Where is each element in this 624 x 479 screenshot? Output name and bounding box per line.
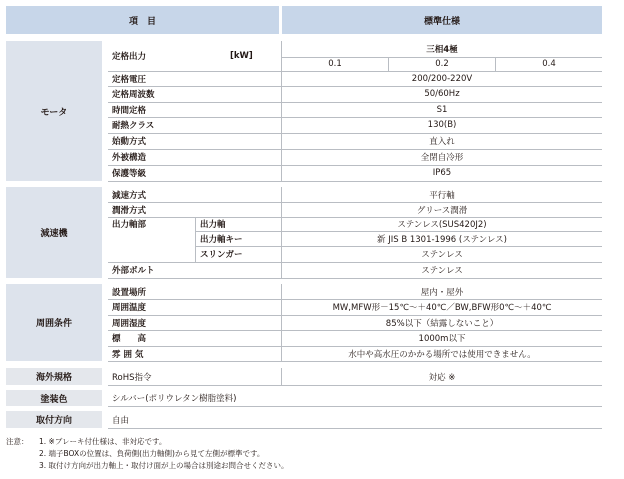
section-ambient: 周囲条件 xyxy=(6,284,102,361)
protection-label: 保護等級 xyxy=(112,169,147,179)
output-0-2: 0.2 xyxy=(435,59,449,69)
divider xyxy=(108,315,602,316)
starting-method-label: 始動方式 xyxy=(112,137,147,147)
divider xyxy=(108,278,602,279)
divider xyxy=(108,71,602,72)
motor-phase: 三相4極 xyxy=(426,45,458,55)
slinger-value: ステンレス xyxy=(421,250,463,260)
external-bolt-label: 外部ボルト xyxy=(112,266,155,276)
rated-output-unit: [kW] xyxy=(230,51,253,61)
install-location-label: 設置場所 xyxy=(112,287,147,298)
header-spec: 標準仕様 xyxy=(282,6,602,34)
divider xyxy=(196,246,602,247)
output-shaft-label: 出力軸 xyxy=(200,220,226,230)
output-0-4: 0.4 xyxy=(542,59,556,69)
slinger-label: スリンガー xyxy=(200,250,243,260)
install-location-value: 屋内・屋外 xyxy=(420,287,464,298)
divider xyxy=(108,262,602,263)
rohs-value: 対応 ※ xyxy=(428,372,456,383)
divider xyxy=(108,346,602,347)
altitude-label: 標 高 xyxy=(112,334,147,344)
divider xyxy=(388,57,389,71)
divider xyxy=(108,330,602,331)
divider xyxy=(495,57,496,71)
divider xyxy=(108,165,602,166)
section-motor: モータ xyxy=(6,41,102,181)
heat-class-label: 耐熱クラス xyxy=(112,121,155,131)
divider xyxy=(281,187,282,278)
section-overseas: 海外規格 xyxy=(6,368,102,385)
enclosure-value: 全閉自冷形 xyxy=(420,153,464,163)
divider xyxy=(108,299,602,300)
output-shaft-value: ステンレス(SUS420J2) xyxy=(397,220,487,230)
rated-output-label: 定格出力 xyxy=(112,52,147,62)
atmosphere-label: 雰 囲 気 xyxy=(112,349,144,360)
ambient-humidity-value: 85%以下（結露しないこと） xyxy=(385,318,499,329)
note-item: 3. 取付け方向が出力軸上・取付け面が上の場合は別途お問合せください。 xyxy=(39,461,289,470)
mounting-value: 自由 xyxy=(112,415,130,426)
output-key-label: 出力軸キー xyxy=(200,234,243,245)
protection-value: IP65 xyxy=(432,168,452,178)
divider xyxy=(108,149,602,150)
header-item: 項 目 xyxy=(6,6,279,34)
reduction-method-value: 平行軸 xyxy=(429,190,455,201)
divider xyxy=(281,368,282,385)
divider xyxy=(282,57,602,58)
time-rating-value: S1 xyxy=(436,104,448,115)
output-key-value: 新 JIS B 1301-1996 (ステンレス) xyxy=(377,234,507,245)
rated-frequency-value: 50/60Hz xyxy=(424,89,460,99)
divider xyxy=(281,41,282,181)
divider xyxy=(108,181,602,182)
heat-class-value: 130(B) xyxy=(427,120,457,130)
section-coating: 塗装色 xyxy=(6,390,102,406)
divider xyxy=(108,86,602,87)
divider xyxy=(281,284,282,361)
divider xyxy=(108,202,602,203)
section-mounting: 取付方向 xyxy=(6,411,102,428)
altitude-value: 1000m以下 xyxy=(418,334,466,344)
divider xyxy=(108,385,602,386)
ambient-humidity-label: 周囲湿度 xyxy=(112,318,147,329)
coating-value: シルバー(ポリウレタン樹脂塗料) xyxy=(112,394,237,404)
divider xyxy=(108,102,602,103)
rated-voltage-value: 200/200-220V xyxy=(411,73,473,84)
lubrication-label: 潤滑方式 xyxy=(112,205,147,216)
starting-method-value: 直入れ xyxy=(429,137,455,147)
lubrication-value: グリース潤滑 xyxy=(416,205,468,216)
time-rating-label: 時間定格 xyxy=(112,105,147,116)
divider xyxy=(196,231,602,232)
ambient-temp-label: 周囲温度 xyxy=(112,303,147,313)
external-bolt-value: ステンレス xyxy=(421,266,463,276)
output-0-1: 0.1 xyxy=(328,59,342,69)
notes-prefix: 注意： xyxy=(6,437,29,446)
divider xyxy=(195,217,196,262)
atmosphere-value: 水中や高水圧のかかる場所では使用できません。 xyxy=(348,349,536,360)
section-reducer: 減速機 xyxy=(6,187,102,278)
rated-frequency-label: 定格周波数 xyxy=(112,90,155,100)
ambient-temp-value: MW,MFW形－15℃～＋40℃／BW,BFW形0℃～＋40℃ xyxy=(332,303,552,313)
rohs-label: RoHS指令 xyxy=(112,372,152,383)
divider xyxy=(108,428,602,429)
note-item: 2. 端子BOXの位置は、負荷側(出力軸側)から見て左側が標準です。 xyxy=(39,449,265,458)
divider xyxy=(108,217,602,218)
divider xyxy=(108,361,602,362)
notes xyxy=(6,436,289,472)
enclosure-label: 外被構造 xyxy=(112,153,147,163)
divider xyxy=(108,133,602,134)
divider xyxy=(108,406,602,407)
rated-voltage-label: 定格電圧 xyxy=(112,74,147,85)
note-item: 注意： 1. ※ブレーキ付仕様は、非対応です。 xyxy=(6,437,167,446)
divider xyxy=(108,117,602,118)
output-part-label: 出力軸部 xyxy=(112,220,147,230)
reduction-method-label: 減速方式 xyxy=(112,190,147,201)
